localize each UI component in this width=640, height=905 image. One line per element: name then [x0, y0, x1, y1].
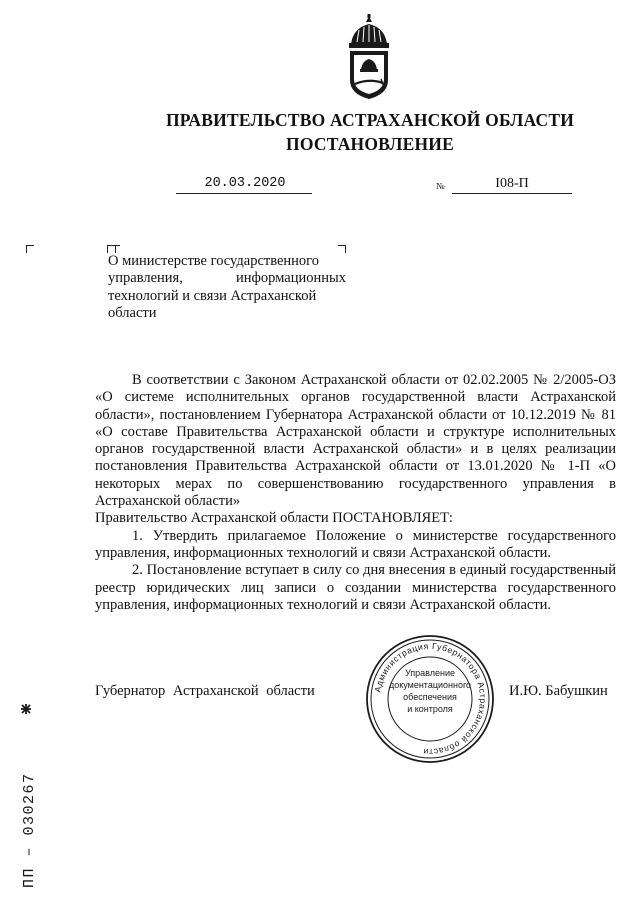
number-underline — [452, 193, 572, 194]
stamp-ring-text: Администрация Губернатора Астраханской области — [372, 640, 489, 758]
subject-line: области — [108, 304, 157, 321]
signatory-position: Губернатор Астраханской области — [95, 683, 315, 699]
coat-of-arms-icon — [341, 14, 397, 100]
document-subject — [108, 253, 346, 322]
corner-mark-subject-right — [338, 245, 346, 253]
subject-line: управления, информационных — [108, 270, 346, 287]
star-icon — [21, 704, 31, 714]
body-paragraph-item-2: 2. Постановление вступает в силу со дня внесения в единый государственный реестр юридических лиц записи о создании министерства государственного управления, информационных технологий и связи Астраханской области. — [95, 562, 616, 613]
signatory-name: И.Ю. Бабушкин — [509, 683, 608, 699]
document-header — [0, 108, 640, 156]
body-paragraph-item-1: 1. Утвердить прилагаемое Положение о министерстве государственного управления, информационных технологий и связи Астраханской области. — [95, 527, 616, 561]
date-underline — [176, 193, 312, 194]
serial-mark — [6, 702, 42, 892]
stamp-inner-text: Управление документационного обеспечения и контроля — [388, 668, 472, 714]
subject-line: О министерстве государственного — [108, 253, 320, 269]
body-paragraph-resolves: Правительство Астраханской области ПОСТАНОВЛЯЕТ: — [95, 510, 453, 527]
organization-name: ПРАВИТЕЛЬСТВО АСТРАХАНСКОЙ ОБЛАСТИ — [165, 110, 575, 130]
document-date: 20.03.2020 — [204, 176, 286, 191]
corner-mark-left — [26, 245, 34, 253]
document-body — [95, 372, 616, 614]
document-number: I08-П — [495, 176, 529, 191]
corner-mark-subject-mid — [115, 245, 120, 253]
body-paragraph-preamble: В соответствии с Законом Астраханской области от 02.02.2005 № 2/2005-ОЗ «О системе исполнительных органов государственной власти Астраханской области», постановлением Губернатора Астраханской области от 10.12.2019 № 81 «О составе Правительства Астраханской области и структуре исполнительных органов государственной власти Астраханской области» и в целях реализации постановления Правительства Астраханской области от 13.01.2020 № 1-П «О некоторых мерах по совершенствованию государственного управления в Астраханской области» — [95, 372, 616, 510]
document-type: ПОСТАНОВЛЕНИЕ — [286, 134, 454, 154]
number-label: № — [436, 181, 445, 191]
serial-number: ПП – 030267 — [21, 772, 38, 888]
corner-mark-subject-left — [107, 245, 115, 253]
subject-line: технологий и связи Астраханской — [108, 287, 317, 304]
